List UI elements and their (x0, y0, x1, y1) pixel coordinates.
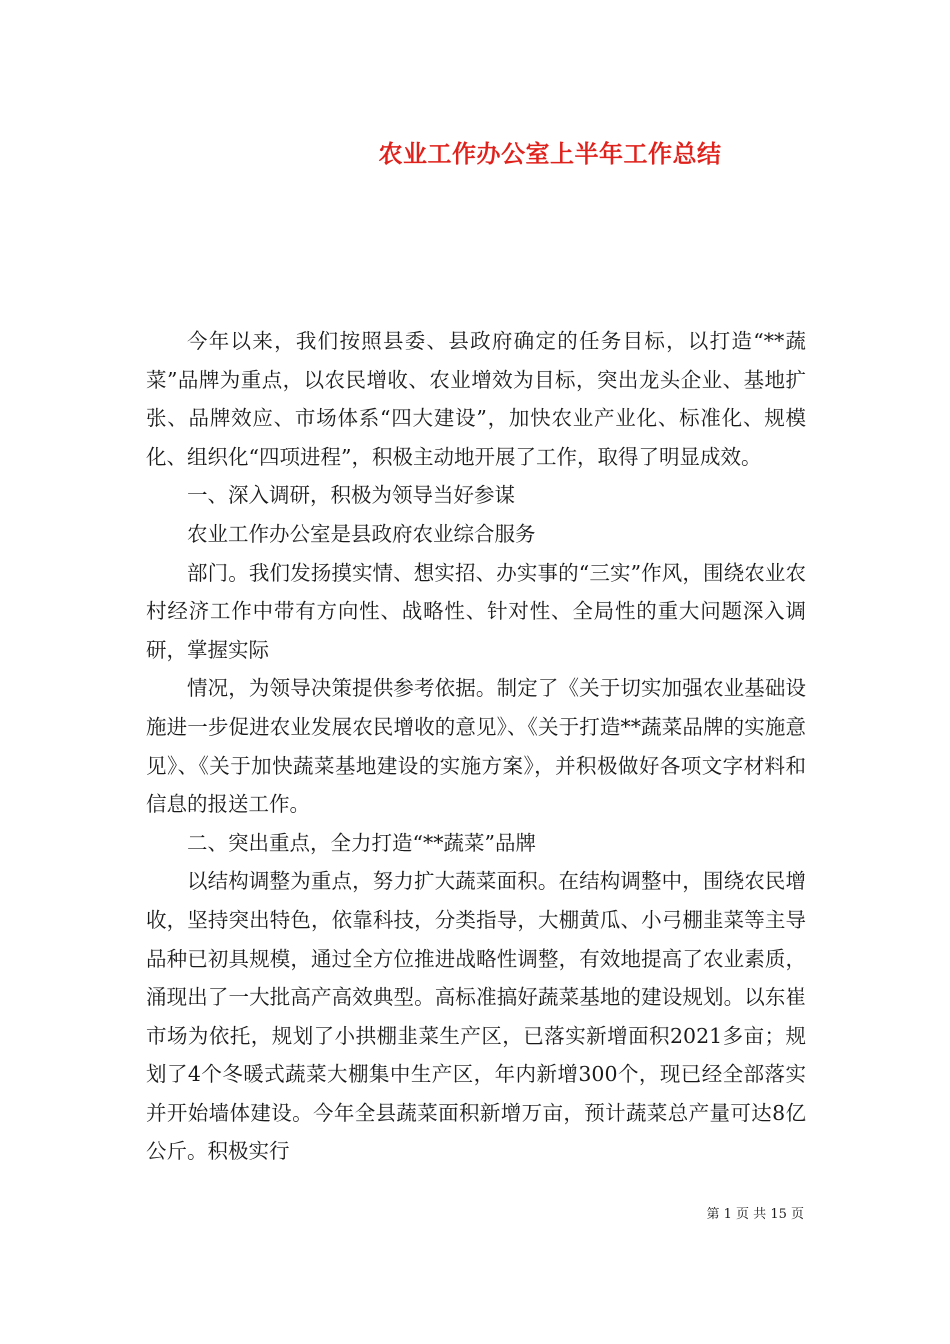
section-1-paragraph-continued: 情况，为领导决策提供参考依据。制定了《关于切实加强农业基础设施进一步促进农业发展农民增收的意见》、《关于打造**蔬菜品牌的实施意见》、《关于加快蔬菜基地建设的实施方案》，并积极做好各项文字材料和信息的报送工作。 (146, 676, 806, 817)
section-heading-2: 二、突出重点，全力打造“**蔬菜”品牌 (187, 830, 536, 855)
document-title: 农业工作办公室上半年工作总结 (378, 139, 722, 168)
section-heading-1: 一、深入调研，积极为领导当好参谋 (187, 483, 515, 508)
section-1-paragraph: 部门。我们发扬摸实情、想实招、办实事的“三实”作风，围绕农业农村经济工作中带有方向性、战略性、针对性、全局性的重大问题深入调研，掌握实际 (146, 560, 806, 662)
intro-paragraph: 今年以来，我们按照县委、县政府确定的任务目标，以打造“**蔬菜”品牌为重点，以农民增收、农业增效为目标，突出龙头企业、基地扩张、品牌效应、市场体系“四大建设”，加快农业产业化、标准化、规模化、组织化“四项进程”，积极主动地开展了工作，取得了明显成效。 (146, 329, 806, 469)
section-1-paragraph-lead: 农业工作办公室是县政府农业综合服务 (187, 521, 536, 546)
section-2-paragraph: 以结构调整为重点，努力扩大蔬菜面积。在结构调整中，围绕农民增收，坚持突出特色，依靠科技，分类指导，大棚黄瓜、小弓棚韭菜等主导品种已初具规模，通过全方位推进战略性调整，有效地提高了农业素质，涌现出了一大批高产高效典型。高标准搞好蔬菜基地的建设规划。以东崔市场为依托，规划了小拱棚韭菜生产区，已落实新增面积2021多亩；规划了4个冬暖式蔬菜大棚集中生产区，年内新增300个，现已经全部落实并开始墙体建设。今年全县蔬菜面积新增万亩，预计蔬菜总产量可达8亿公斤。积极实行 (146, 869, 806, 1164)
page-number: 第 1 页 共 15 页 (706, 1207, 804, 1222)
document-body (146, 322, 806, 1171)
